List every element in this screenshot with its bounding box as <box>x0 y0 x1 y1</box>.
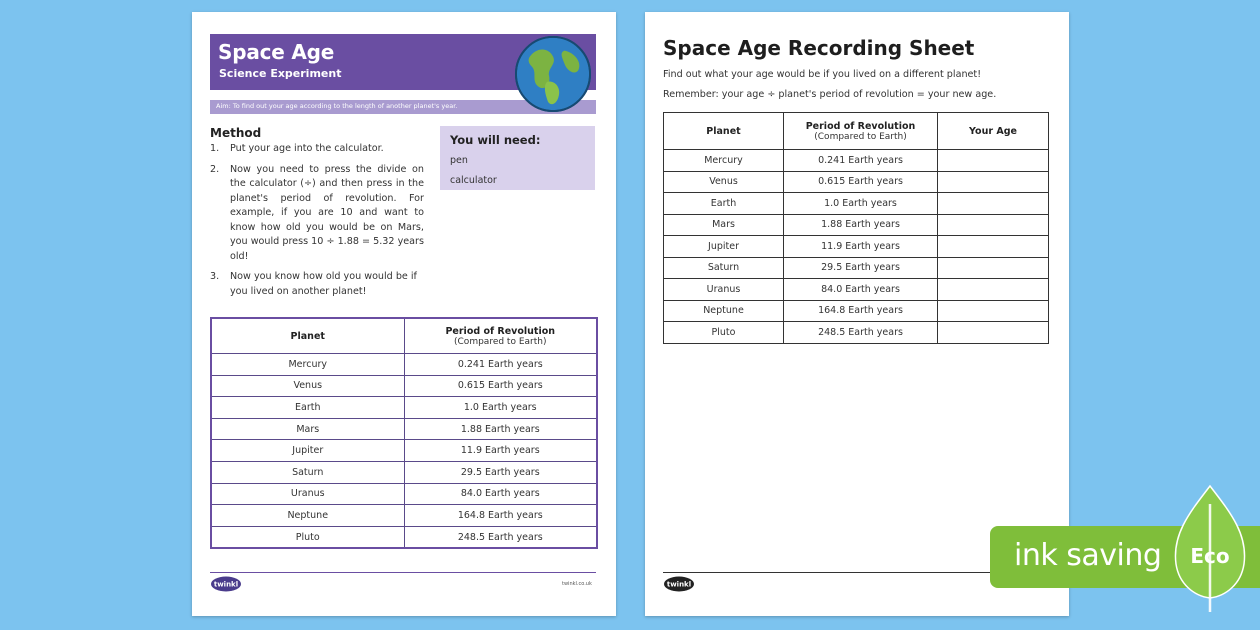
step-text: Put your age into the calculator. <box>230 143 384 154</box>
table-row <box>211 461 597 483</box>
age-cell[interactable] <box>938 193 1049 215</box>
period-cell: 164.8 Earth years <box>404 505 597 527</box>
period-cell: 11.9 Earth years <box>404 440 597 462</box>
period-cell: 0.615 Earth years <box>404 375 597 397</box>
table-row <box>664 322 1049 344</box>
step-number: 1. <box>210 143 220 154</box>
age-cell[interactable] <box>938 279 1049 301</box>
period-cell: 84.0 Earth years <box>404 483 597 505</box>
age-cell[interactable] <box>938 322 1049 344</box>
planet-cell: Saturn <box>664 257 784 279</box>
age-cell[interactable] <box>938 214 1049 236</box>
planet-cell: Mercury <box>664 150 784 172</box>
table-row <box>664 214 1049 236</box>
planet-cell: Neptune <box>664 300 784 322</box>
planet-cell: Jupiter <box>664 236 784 258</box>
method-step <box>210 163 424 265</box>
age-cell[interactable] <box>938 257 1049 279</box>
table-row <box>664 300 1049 322</box>
col-planet-header: Planet <box>211 318 404 354</box>
planet-cell: Earth <box>664 193 784 215</box>
step-text: Now you need to press the divide on the calculator (÷) and then press in the planet's period of revolution. For example, if you are 10 and want to know how old you would be on Mars, you would press 10 ÷ 1.88 = 5.32 years old! <box>230 163 424 262</box>
period-cell: 1.88 Earth years <box>404 418 597 440</box>
period-cell: 248.5 Earth years <box>784 322 938 344</box>
age-cell[interactable] <box>938 236 1049 258</box>
period-cell: 0.241 Earth years <box>404 354 597 376</box>
table-row <box>664 279 1049 301</box>
aim-text: Aim: To find out your age according to the length of another planet's year. <box>216 102 458 110</box>
recording-table <box>663 112 1049 344</box>
sheet-title: Space Age <box>218 40 335 64</box>
age-cell[interactable] <box>938 150 1049 172</box>
formula-line: Remember: your age ÷ planet's period of revolution = your new age. <box>663 89 997 100</box>
table-row <box>211 397 597 419</box>
planet-cell: Earth <box>211 397 404 419</box>
planet-cell: Jupiter <box>211 440 404 462</box>
table-header-row <box>664 113 1049 150</box>
period-cell: 84.0 Earth years <box>784 279 938 301</box>
table-row <box>211 526 597 548</box>
svg-text:Eco: Eco <box>1190 544 1230 568</box>
recording-title: Space Age Recording Sheet <box>663 36 975 60</box>
period-cell: 1.88 Earth years <box>784 214 938 236</box>
method-step <box>210 270 424 299</box>
table-row <box>211 375 597 397</box>
period-cell: 0.615 Earth years <box>784 171 938 193</box>
age-cell[interactable] <box>938 171 1049 193</box>
svg-text:twinkl: twinkl <box>666 580 692 589</box>
eco-leaf-icon <box>1170 484 1250 614</box>
planet-cell: Saturn <box>211 461 404 483</box>
planet-cell: Pluto <box>211 526 404 548</box>
equipment-item: calculator <box>450 175 497 186</box>
period-cell: 1.0 Earth years <box>784 193 938 215</box>
method-heading: Method <box>210 126 262 140</box>
svg-text:twinkl: twinkl <box>213 580 239 589</box>
planet-cell: Uranus <box>664 279 784 301</box>
table-row <box>211 440 597 462</box>
step-number: 2. <box>210 163 220 175</box>
col-period-header: Period of Revolution (Compared to Earth) <box>784 113 938 150</box>
table-row <box>664 236 1049 258</box>
planet-cell: Venus <box>664 171 784 193</box>
equipment-heading: You will need: <box>450 133 541 147</box>
ink-saving-label: ink saving <box>1014 538 1162 573</box>
planet-cell: Venus <box>211 375 404 397</box>
sheet-subtitle: Science Experiment <box>219 67 342 80</box>
planet-cell: Neptune <box>211 505 404 527</box>
table-row <box>211 483 597 505</box>
period-cell: 11.9 Earth years <box>784 236 938 258</box>
table-row <box>211 418 597 440</box>
table-row <box>664 150 1049 172</box>
footer-divider <box>210 572 596 573</box>
table-row <box>211 354 597 376</box>
step-number: 3. <box>210 271 220 282</box>
globe-icon <box>514 35 592 113</box>
table-row <box>664 193 1049 215</box>
period-table <box>210 317 598 549</box>
twinkl-logo <box>663 575 695 593</box>
planet-cell: Uranus <box>211 483 404 505</box>
period-cell: 1.0 Earth years <box>404 397 597 419</box>
footer-url: twinkl.co.uk <box>562 581 592 587</box>
col-period-header: Period of Revolution (Compared to Earth) <box>404 318 597 354</box>
planet-cell: Mars <box>664 214 784 236</box>
equipment-box <box>440 126 595 190</box>
step-text: Now you know how old you would be if you lived on another planet! <box>230 271 417 297</box>
method-list <box>210 142 424 305</box>
period-cell: 0.241 Earth years <box>784 150 938 172</box>
equipment-item: pen <box>450 155 468 166</box>
twinkl-logo <box>210 575 242 593</box>
period-cell: 29.5 Earth years <box>404 461 597 483</box>
planet-cell: Mars <box>211 418 404 440</box>
method-step <box>210 142 424 157</box>
period-cell: 29.5 Earth years <box>784 257 938 279</box>
intro-line: Find out what your age would be if you lived on a different planet! <box>663 69 982 80</box>
period-cell: 164.8 Earth years <box>784 300 938 322</box>
period-cell: 248.5 Earth years <box>404 526 597 548</box>
table-header-row <box>211 318 597 354</box>
col-planet-header: Planet <box>664 113 784 150</box>
table-row <box>664 171 1049 193</box>
age-cell[interactable] <box>938 300 1049 322</box>
planet-cell: Mercury <box>211 354 404 376</box>
experiment-sheet <box>192 12 616 616</box>
col-age-header: Your Age <box>938 113 1049 150</box>
table-row <box>664 257 1049 279</box>
planet-cell: Pluto <box>664 322 784 344</box>
table-row <box>211 505 597 527</box>
